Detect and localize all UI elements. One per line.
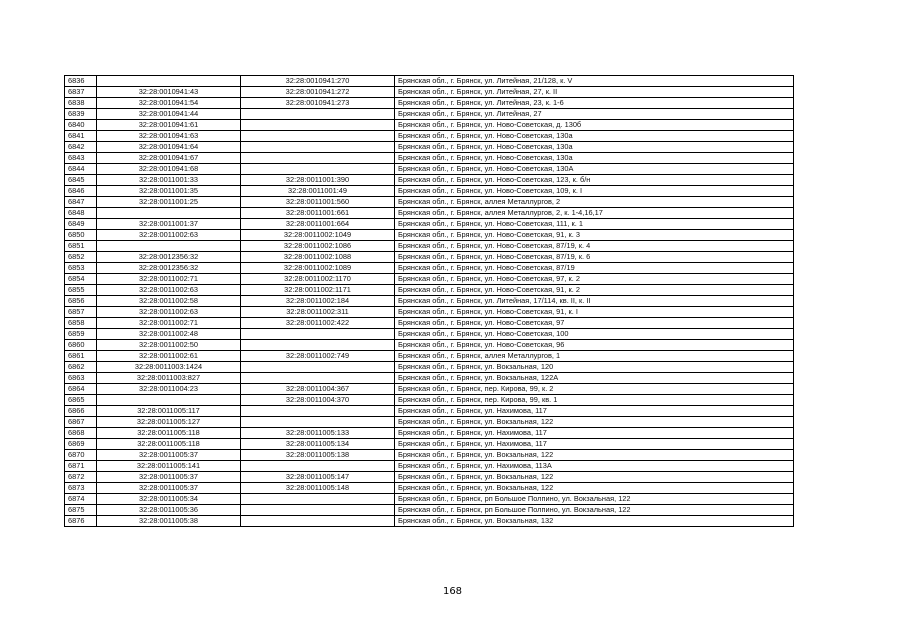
building-cadastral-number-cell: 32:28:0011001:49 xyxy=(241,186,395,197)
cadastral-number-cell: 32:28:0011002:71 xyxy=(97,318,241,329)
address-cell: Брянская обл., г. Брянск, ул. Ново-Советская, 109, к. I xyxy=(395,186,794,197)
row-number-cell: 6844 xyxy=(65,164,97,175)
table-row xyxy=(65,252,794,263)
address-cell: Брянская обл., г. Брянск, ул. Ново-Советская, 100 xyxy=(395,329,794,340)
building-cadastral-number-cell: 32:28:0010941:270 xyxy=(241,76,395,87)
cadastral-number-cell: 32:28:0012356:32 xyxy=(97,263,241,274)
table-row xyxy=(65,428,794,439)
table-row xyxy=(65,329,794,340)
table-row xyxy=(65,307,794,318)
building-cadastral-number-cell: 32:28:0011002:1170 xyxy=(241,274,395,285)
table-row xyxy=(65,131,794,142)
cadastral-number-cell: 32:28:0011002:58 xyxy=(97,296,241,307)
address-cell: Брянская обл., г. Брянск, ул. Вокзальная, 122 xyxy=(395,417,794,428)
building-cadastral-number-cell: 32:28:0011002:1088 xyxy=(241,252,395,263)
row-number-cell: 6867 xyxy=(65,417,97,428)
table-row xyxy=(65,296,794,307)
cadastral-number-cell xyxy=(97,241,241,252)
table-row xyxy=(65,76,794,87)
address-cell: Брянская обл., г. Брянск, ул. Литейная, 27, к. II xyxy=(395,87,794,98)
cadastral-number-cell: 32:28:0011005:37 xyxy=(97,472,241,483)
row-number-cell: 6847 xyxy=(65,197,97,208)
building-cadastral-number-cell: 32:28:0011001:390 xyxy=(241,175,395,186)
cadastral-number-cell: 32:28:0010941:67 xyxy=(97,153,241,164)
cadastral-number-cell: 32:28:0011001:35 xyxy=(97,186,241,197)
table-row xyxy=(65,186,794,197)
row-number-cell: 6845 xyxy=(65,175,97,186)
table-row xyxy=(65,219,794,230)
building-cadastral-number-cell: 32:28:0011005:147 xyxy=(241,472,395,483)
table-row xyxy=(65,230,794,241)
building-cadastral-number-cell: 32:28:0011002:1086 xyxy=(241,241,395,252)
address-cell: Брянская обл., г. Брянск, ул. Ново-Советская, 91, к. 3 xyxy=(395,230,794,241)
row-number-cell: 6872 xyxy=(65,472,97,483)
table-row xyxy=(65,461,794,472)
cadastral-number-cell: 32:28:0010941:63 xyxy=(97,131,241,142)
address-cell: Брянская обл., г. Брянск, ул. Нахимова, 117 xyxy=(395,439,794,450)
address-cell: Брянская обл., г. Брянск, ул. Ново-Советская, 96 xyxy=(395,340,794,351)
building-cadastral-number-cell xyxy=(241,164,395,175)
address-cell: Брянская обл., г. Брянск, ул. Ново-Советская, 130а xyxy=(395,131,794,142)
building-cadastral-number-cell xyxy=(241,109,395,120)
cadastral-number-cell: 32:28:0011005:37 xyxy=(97,450,241,461)
row-number-cell: 6873 xyxy=(65,483,97,494)
table-row xyxy=(65,175,794,186)
building-cadastral-number-cell: 32:28:0011005:138 xyxy=(241,450,395,461)
row-number-cell: 6859 xyxy=(65,329,97,340)
building-cadastral-number-cell xyxy=(241,461,395,472)
table-row xyxy=(65,516,794,527)
address-cell: Брянская обл., г. Брянск, ул. Ново-Советская, 111, к. 1 xyxy=(395,219,794,230)
table-row xyxy=(65,494,794,505)
address-cell: Брянская обл., г. Брянск, пер. Кирова, 99, кв. 1 xyxy=(395,395,794,406)
address-cell: Брянская обл., г. Брянск, ул. Ново-Советская, 130а xyxy=(395,153,794,164)
cadastral-number-cell: 32:28:0011005:38 xyxy=(97,516,241,527)
cadastral-number-cell: 32:28:0011002:61 xyxy=(97,351,241,362)
cadastral-number-cell: 32:28:0011003:827 xyxy=(97,373,241,384)
address-cell: Брянская обл., г. Брянск, ул. Ново-Советская, 87/19, к. 6 xyxy=(395,252,794,263)
building-cadastral-number-cell xyxy=(241,417,395,428)
cadastral-number-cell xyxy=(97,208,241,219)
cadastral-number-cell: 32:28:0011002:48 xyxy=(97,329,241,340)
row-number-cell: 6842 xyxy=(65,142,97,153)
cadastral-number-cell: 32:28:0011002:63 xyxy=(97,285,241,296)
table-row xyxy=(65,241,794,252)
row-number-cell: 6869 xyxy=(65,439,97,450)
row-number-cell: 6850 xyxy=(65,230,97,241)
address-cell: Брянская обл., г. Брянск, ул. Ново-Советская, 87/19, к. 4 xyxy=(395,241,794,252)
building-cadastral-number-cell: 32:28:0011004:367 xyxy=(241,384,395,395)
row-number-cell: 6851 xyxy=(65,241,97,252)
address-cell: Брянская обл., г. Брянск, ул. Вокзальная, 122 xyxy=(395,472,794,483)
table-row xyxy=(65,395,794,406)
building-cadastral-number-cell: 32:28:0010941:273 xyxy=(241,98,395,109)
cadastral-number-cell: 32:28:0011005:141 xyxy=(97,461,241,472)
cadastral-number-cell: 32:28:0010941:54 xyxy=(97,98,241,109)
cadastral-number-cell: 32:28:0011005:118 xyxy=(97,439,241,450)
building-cadastral-number-cell xyxy=(241,142,395,153)
building-cadastral-number-cell: 32:28:0011004:370 xyxy=(241,395,395,406)
row-number-cell: 6861 xyxy=(65,351,97,362)
building-cadastral-number-cell: 32:28:0011001:661 xyxy=(241,208,395,219)
table-row xyxy=(65,505,794,516)
table-row xyxy=(65,450,794,461)
row-number-cell: 6865 xyxy=(65,395,97,406)
address-cell: Брянская обл., г. Брянск, ул. Вокзальная, 122А xyxy=(395,373,794,384)
address-cell: Брянская обл., г. Брянск, ул. Вокзальная, 132 xyxy=(395,516,794,527)
row-number-cell: 6852 xyxy=(65,252,97,263)
row-number-cell: 6870 xyxy=(65,450,97,461)
table-row xyxy=(65,417,794,428)
row-number-cell: 6874 xyxy=(65,494,97,505)
building-cadastral-number-cell: 32:28:0010941:272 xyxy=(241,87,395,98)
table-row xyxy=(65,274,794,285)
row-number-cell: 6854 xyxy=(65,274,97,285)
building-cadastral-number-cell: 32:28:0011002:1171 xyxy=(241,285,395,296)
cadastral-number-cell: 32:28:0011004:23 xyxy=(97,384,241,395)
building-cadastral-number-cell: 32:28:0011005:148 xyxy=(241,483,395,494)
address-cell: Брянская обл., г. Брянск, ул. Литейная, 17/114, кв. II, к. II xyxy=(395,296,794,307)
address-cell: Брянская обл., г. Брянск, ул. Ново-Советская, 91, к. I xyxy=(395,307,794,318)
building-cadastral-number-cell: 32:28:0011002:1089 xyxy=(241,263,395,274)
table-row xyxy=(65,164,794,175)
address-cell: Брянская обл., г. Брянск, ул. Ново-Советская, 97, к. 2 xyxy=(395,274,794,285)
building-cadastral-number-cell: 32:28:0011002:422 xyxy=(241,318,395,329)
address-cell: Брянская обл., г. Брянск, ул. Ново-Советская, 87/19 xyxy=(395,263,794,274)
cadastral-number-cell: 32:28:0011002:63 xyxy=(97,307,241,318)
table-row xyxy=(65,483,794,494)
building-cadastral-number-cell: 32:28:0011002:184 xyxy=(241,296,395,307)
table-row xyxy=(65,351,794,362)
table-row xyxy=(65,263,794,274)
address-cell: Брянская обл., г. Брянск, ул. Вокзальная, 120 xyxy=(395,362,794,373)
row-number-cell: 6860 xyxy=(65,340,97,351)
row-number-cell: 6868 xyxy=(65,428,97,439)
table-row xyxy=(65,472,794,483)
address-cell: Брянская обл., г. Брянск, ул. Ново-Советская, д. 130б xyxy=(395,120,794,131)
building-cadastral-number-cell xyxy=(241,406,395,417)
table-row xyxy=(65,87,794,98)
table-row xyxy=(65,197,794,208)
cadastral-number-cell: 32:28:0011005:36 xyxy=(97,505,241,516)
address-cell: Брянская обл., г. Брянск, аллея Металлургов, 1 xyxy=(395,351,794,362)
cadastral-number-cell: 32:28:0011005:37 xyxy=(97,483,241,494)
address-cell: Брянская обл., г. Брянск, ул. Литейная, 23, к. 1-6 xyxy=(395,98,794,109)
table-row xyxy=(65,153,794,164)
table-row xyxy=(65,120,794,131)
building-cadastral-number-cell xyxy=(241,362,395,373)
table-row xyxy=(65,406,794,417)
table-row xyxy=(65,384,794,395)
row-number-cell: 6853 xyxy=(65,263,97,274)
building-cadastral-number-cell: 32:28:0011002:749 xyxy=(241,351,395,362)
cadastral-number-cell xyxy=(97,76,241,87)
property-table xyxy=(64,75,794,527)
cadastral-number-cell: 32:28:0011001:37 xyxy=(97,219,241,230)
table-body xyxy=(65,76,794,527)
address-cell: Брянская обл., г. Брянск, ул. Нахимова, 117 xyxy=(395,406,794,417)
row-number-cell: 6849 xyxy=(65,219,97,230)
building-cadastral-number-cell: 32:28:0011002:311 xyxy=(241,307,395,318)
row-number-cell: 6876 xyxy=(65,516,97,527)
address-cell: Брянская обл., г. Брянск, аллея Металлургов, 2, к. 1-4,16,17 xyxy=(395,208,794,219)
address-cell: Брянская обл., г. Брянск, ул. Нахимова, 113А xyxy=(395,461,794,472)
address-cell: Брянская обл., г. Брянск, ул. Литейная, 27 xyxy=(395,109,794,120)
building-cadastral-number-cell xyxy=(241,494,395,505)
row-number-cell: 6836 xyxy=(65,76,97,87)
table-row xyxy=(65,142,794,153)
address-cell: Брянская обл., г. Брянск, аллея Металлургов, 2 xyxy=(395,197,794,208)
row-number-cell: 6838 xyxy=(65,98,97,109)
address-cell: Брянская обл., г. Брянск, рп Большое Полпино, ул. Вокзальная, 122 xyxy=(395,505,794,516)
row-number-cell: 6857 xyxy=(65,307,97,318)
address-cell: Брянская обл., г. Брянск, ул. Ново-Советская, 130а xyxy=(395,142,794,153)
address-cell: Брянская обл., г. Брянск, рп Большое Полпино, ул. Вокзальная, 122 xyxy=(395,494,794,505)
page-number: 168 xyxy=(442,586,463,597)
cadastral-number-cell: 32:28:0011005:127 xyxy=(97,417,241,428)
table-row xyxy=(65,208,794,219)
address-cell: Брянская обл., г. Брянск, ул. Ново-Советская, 123, к. б/н xyxy=(395,175,794,186)
cadastral-number-cell: 32:28:0012356:32 xyxy=(97,252,241,263)
address-cell: Брянская обл., г. Брянск, ул. Литейная, 21/128, к. V xyxy=(395,76,794,87)
building-cadastral-number-cell xyxy=(241,329,395,340)
row-number-cell: 6863 xyxy=(65,373,97,384)
row-number-cell: 6840 xyxy=(65,120,97,131)
cadastral-number-cell: 32:28:0010941:68 xyxy=(97,164,241,175)
building-cadastral-number-cell xyxy=(241,373,395,384)
row-number-cell: 6864 xyxy=(65,384,97,395)
cadastral-number-cell xyxy=(97,395,241,406)
table-row xyxy=(65,318,794,329)
building-cadastral-number-cell xyxy=(241,505,395,516)
building-cadastral-number-cell: 32:28:0011005:134 xyxy=(241,439,395,450)
address-cell: Брянская обл., г. Брянск, ул. Нахимова, 117 xyxy=(395,428,794,439)
address-cell: Брянская обл., г. Брянск, ул. Вокзальная, 122 xyxy=(395,483,794,494)
cadastral-number-cell: 32:28:0010941:43 xyxy=(97,87,241,98)
building-cadastral-number-cell xyxy=(241,120,395,131)
row-number-cell: 6871 xyxy=(65,461,97,472)
row-number-cell: 6841 xyxy=(65,131,97,142)
cadastral-number-cell: 32:28:0011002:50 xyxy=(97,340,241,351)
row-number-cell: 6839 xyxy=(65,109,97,120)
table-row xyxy=(65,340,794,351)
cadastral-number-cell: 32:28:0011002:63 xyxy=(97,230,241,241)
table-row xyxy=(65,362,794,373)
row-number-cell: 6843 xyxy=(65,153,97,164)
address-cell: Брянская обл., г. Брянск, ул. Вокзальная, 122 xyxy=(395,450,794,461)
table-row xyxy=(65,373,794,384)
table-row xyxy=(65,109,794,120)
row-number-cell: 6846 xyxy=(65,186,97,197)
cadastral-number-cell: 32:28:0010941:44 xyxy=(97,109,241,120)
table-row xyxy=(65,439,794,450)
row-number-cell: 6875 xyxy=(65,505,97,516)
building-cadastral-number-cell xyxy=(241,131,395,142)
building-cadastral-number-cell xyxy=(241,516,395,527)
address-cell: Брянская обл., г. Брянск, ул. Ново-Советская, 91, к. 2 xyxy=(395,285,794,296)
address-cell: Брянская обл., г. Брянск, пер. Кирова, 99, к. 2 xyxy=(395,384,794,395)
table-row xyxy=(65,98,794,109)
building-cadastral-number-cell: 32:28:0011005:133 xyxy=(241,428,395,439)
cadastral-number-cell: 32:28:0011002:71 xyxy=(97,274,241,285)
row-number-cell: 6855 xyxy=(65,285,97,296)
table-row xyxy=(65,285,794,296)
row-number-cell: 6858 xyxy=(65,318,97,329)
cadastral-number-cell: 32:28:0011003:1424 xyxy=(97,362,241,373)
row-number-cell: 6866 xyxy=(65,406,97,417)
row-number-cell: 6848 xyxy=(65,208,97,219)
cadastral-number-cell: 32:28:0010941:64 xyxy=(97,142,241,153)
row-number-cell: 6856 xyxy=(65,296,97,307)
cadastral-number-cell: 32:28:0011001:25 xyxy=(97,197,241,208)
cadastral-number-cell: 32:28:0011005:118 xyxy=(97,428,241,439)
address-cell: Брянская обл., г. Брянск, ул. Ново-Советская, 130А xyxy=(395,164,794,175)
building-cadastral-number-cell xyxy=(241,340,395,351)
cadastral-number-cell: 32:28:0011005:34 xyxy=(97,494,241,505)
building-cadastral-number-cell: 32:28:0011001:664 xyxy=(241,219,395,230)
cadastral-number-cell: 32:28:0011001:33 xyxy=(97,175,241,186)
building-cadastral-number-cell xyxy=(241,153,395,164)
cadastral-number-cell: 32:28:0010941:61 xyxy=(97,120,241,131)
row-number-cell: 6862 xyxy=(65,362,97,373)
building-cadastral-number-cell: 32:28:0011002:1049 xyxy=(241,230,395,241)
cadastral-number-cell: 32:28:0011005:117 xyxy=(97,406,241,417)
address-cell: Брянская обл., г. Брянск, ул. Ново-Советская, 97 xyxy=(395,318,794,329)
building-cadastral-number-cell: 32:28:0011001:560 xyxy=(241,197,395,208)
row-number-cell: 6837 xyxy=(65,87,97,98)
